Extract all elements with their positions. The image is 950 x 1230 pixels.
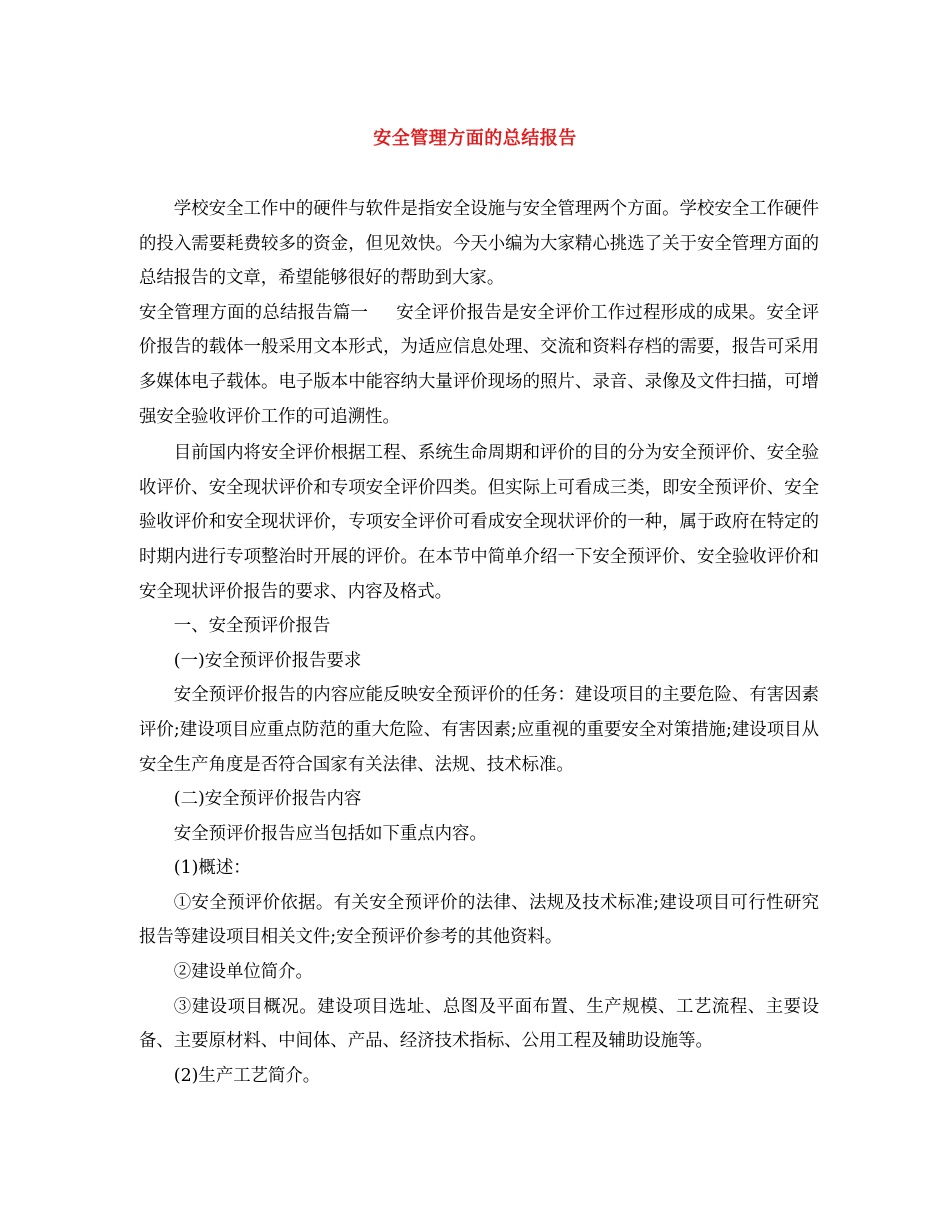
list-item: ③建设项目概况。建设项目选址、总图及平面布置、生产规模、工艺流程、主要设备、主要原材料、中间体、产品、经济技术指标、公用工程及辅助设施等。 xyxy=(139,996,819,1052)
heading-level-2: (一)安全预评价报告要求 xyxy=(173,650,362,671)
intro-paragraph: 学校安全工作中的硬件与软件是指安全设施与安全管理两个方面。学校安全工作硬件的投入需要耗费较多的资金，但见效快。今天小编为大家精心挑选了关于安全管理方面的总结报告的文章，希望能够很好的帮助到大家。 xyxy=(139,199,819,289)
list-heading: (1)概述： xyxy=(173,858,251,879)
section-paragraph xyxy=(139,296,819,434)
list-item: ②建设单位简介。 xyxy=(173,962,313,983)
body-paragraph: 安全预评价报告的内容应能反映安全预评价的任务：建设项目的主要危险、有害因素评价;建设项目应重点防范的重大危险、有害因素;应重视的重要安全对策措施;建设项目从安全生产角度是否符合国家有关法律、法规、技术标准。 xyxy=(139,685,819,775)
body-paragraph: 目前国内将安全评价根据工程、系统生命周期和评价的目的分为安全预评价、安全验收评价、安全现状评价和专项安全评价四类。但实际上可看成三类，即安全预评价、安全验收评价和安全现状评价，专项安全评价可看成安全现状评价的一种，属于政府在特定的时期内进行专项整治时开展的评价。在本节中简单介绍一下安全预评价、安全验收评价和安全现状评价报告的要求、内容及格式。 xyxy=(139,443,819,602)
heading-level-2: (二)安全预评价报告内容 xyxy=(173,789,362,810)
heading-level-1: 一、安全预评价报告 xyxy=(173,616,331,637)
list-item: ①安全预评价依据。有关安全预评价的法律、法规及技术标准;建设项目可行性研究报告等建设项目相关文件;安全预评价参考的其他资料。 xyxy=(139,892,819,948)
section-intro: 安全评价报告是安全评价工作过程形成的成果。安全评价报告的载体一般采用文本形式，为适应信息处理、交流和资料存档的需要，报告可采用多媒体电子载体。电子版本中能容纳大量评价现场的照片、录音、录像及文件扫描，可增强安全验收评价工作的可追溯性。 xyxy=(139,302,819,427)
section-heading: 安全管理方面的总结报告篇一 xyxy=(139,302,369,323)
list-heading: (2)生产工艺简介。 xyxy=(173,1065,321,1086)
body-paragraph: 安全预评价报告应当包括如下重点内容。 xyxy=(173,823,487,844)
document-body xyxy=(139,192,819,1093)
document-title: 安全管理方面的总结报告 xyxy=(373,128,577,149)
